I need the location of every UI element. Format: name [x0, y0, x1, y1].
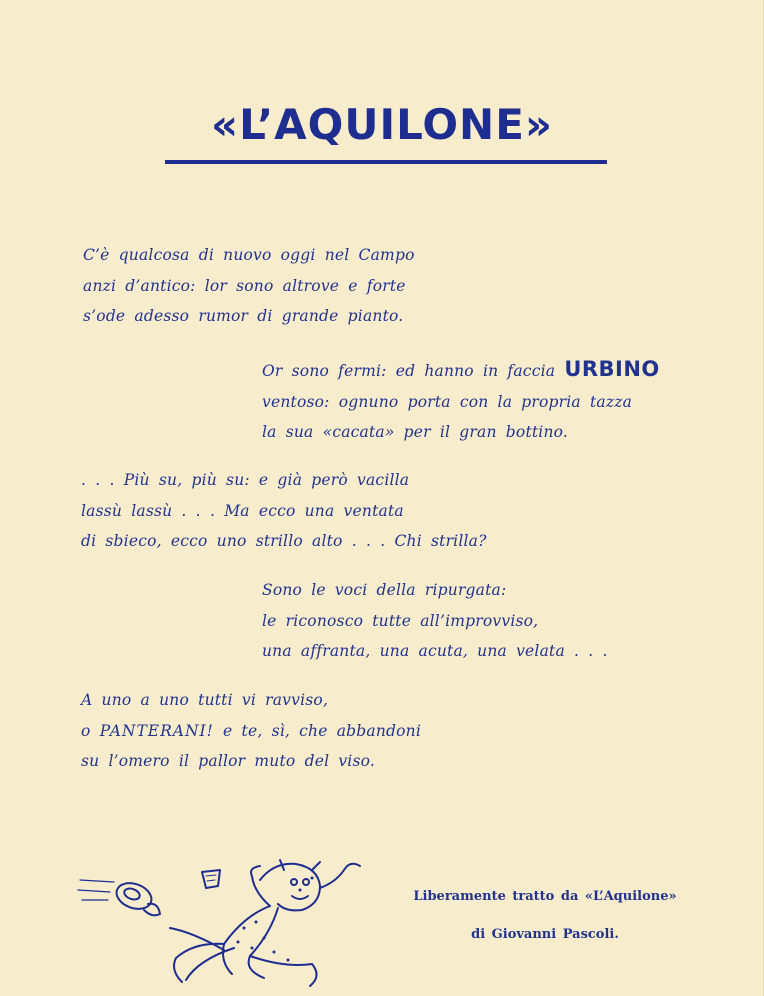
- stanza-4: [262, 575, 608, 667]
- verse-line: Sono le voci della ripurgata:: [262, 581, 507, 599]
- running-panther-drawing: [74, 852, 374, 992]
- verse-line: una affranta, una acuta, una velata . . .: [262, 642, 608, 660]
- verse-line: C’è qualcosa di nuovo oggi nel Campo: [83, 246, 415, 264]
- page-title: «L’AQUILONE»: [210, 100, 554, 149]
- verse-line: di sbieco, ecco uno strillo alto . . . Chi strilla?: [81, 532, 487, 550]
- flying-pot-icon: [113, 879, 160, 916]
- flying-jar-icon: [202, 870, 220, 888]
- credit-line: Liberamente tratto da «L’Aquilone»: [413, 889, 677, 904]
- verse-line: ventoso: ognuno porta con la propria tazza: [262, 392, 633, 411]
- verse-line: la sua «cacata» per il gran bottino.: [262, 423, 569, 441]
- verse-line: le riconosco tutte all’improvviso,: [262, 611, 539, 630]
- stanza-2: [262, 354, 660, 448]
- verse-text: e te, sì, che abbandoni: [223, 721, 422, 740]
- stanza-1: [83, 240, 415, 332]
- verse-line: . . . Più su, più su: e già però vacilla: [81, 471, 410, 489]
- verse-line: A uno a uno tutti vi ravviso,: [81, 691, 329, 709]
- panther-figure: [170, 860, 360, 986]
- verse-line: s’ode adesso rumor di grande pianto.: [83, 307, 404, 325]
- stanza-3: [81, 465, 487, 557]
- credit-author: di Giovanni Pascoli.: [471, 927, 619, 942]
- verse-line: su l’omero il pallor muto del viso.: [81, 752, 376, 770]
- urbino-emphasis: URBINO: [564, 357, 660, 381]
- stanza-5: [81, 685, 421, 777]
- verse-line: [81, 716, 421, 747]
- verse-line: lassù lassù . . . Ma ecco una ventata: [81, 501, 404, 520]
- verse-line: anzi d’antico: lor sono altrove e forte: [83, 276, 406, 295]
- panterani-emphasis: PANTERANI!: [99, 721, 214, 740]
- verse-line: [262, 354, 660, 387]
- motion-line: [78, 880, 114, 900]
- title-underline: [165, 160, 607, 164]
- verse-text: o: [81, 721, 91, 740]
- verse-text: Or sono fermi: ed hanno in faccia: [262, 362, 556, 380]
